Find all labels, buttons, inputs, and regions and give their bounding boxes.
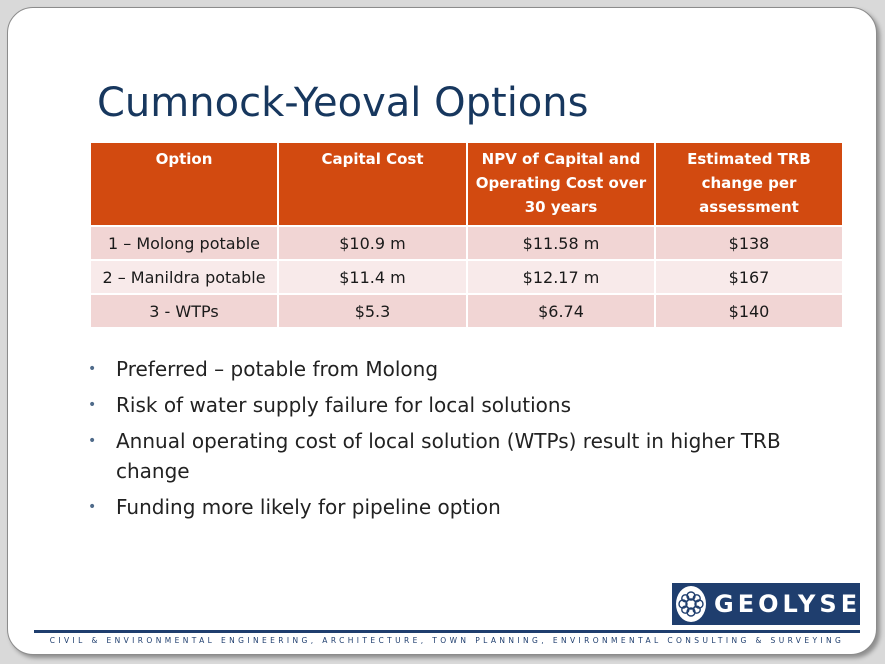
table-row (90, 226, 843, 260)
bullet-text: Annual operating cost of local solution (WTPs) result in higher TRB change (116, 429, 781, 483)
options-table (89, 141, 844, 329)
geolyse-logo (672, 583, 860, 625)
table-header-row (90, 142, 843, 226)
cell-trb-change: $167 (655, 260, 843, 294)
bullet-text: Funding more likely for pipeline option (116, 495, 501, 519)
cell-capital-cost: $11.4 m (278, 260, 467, 294)
list-item (86, 390, 806, 420)
cell-capital-cost: $10.9 m (278, 226, 467, 260)
cell-capital-cost: $5.3 (278, 294, 467, 328)
cell-npv: $6.74 (467, 294, 655, 328)
bullet-icon: • (88, 499, 97, 515)
header-npv: NPV of Capital and Operating Cost over 30 years (467, 142, 655, 226)
table-row (90, 260, 843, 294)
geolyse-emblem-icon (676, 586, 706, 622)
bullet-text: Preferred – potable from Molong (116, 357, 439, 381)
cell-option: 3 - WTPs (90, 294, 278, 328)
slide (7, 7, 877, 655)
header-trb-change: Estimated TRB change per assessment (655, 142, 843, 226)
list-item (86, 492, 806, 522)
bullet-list (86, 354, 806, 528)
cell-npv: $12.17 m (467, 260, 655, 294)
cell-option: 2 – Manildra potable (90, 260, 278, 294)
footer-tagline: CIVIL & ENVIRONMENTAL ENGINEERING, ARCHITECTURE, TOWN PLANNING, ENVIRONMENTAL CONSULTING & SURVEYING (49, 636, 845, 645)
bullet-icon: • (88, 433, 97, 449)
cell-option: 1 – Molong potable (90, 226, 278, 260)
table-row (90, 294, 843, 328)
cell-npv: $11.58 m (467, 226, 655, 260)
list-item (86, 354, 806, 384)
header-option: Option (90, 142, 278, 226)
bullet-text: Risk of water supply failure for local solutions (116, 393, 571, 417)
list-item (86, 426, 806, 486)
cell-trb-change: $140 (655, 294, 843, 328)
logo-name: GEOLYSE (714, 590, 862, 618)
slide-title: Cumnock-Yeoval Options (97, 80, 589, 126)
cell-trb-change: $138 (655, 226, 843, 260)
footer-divider (34, 630, 860, 633)
bullet-icon: • (88, 397, 97, 413)
bullet-icon: • (88, 361, 97, 377)
header-capital-cost: Capital Cost (278, 142, 467, 226)
